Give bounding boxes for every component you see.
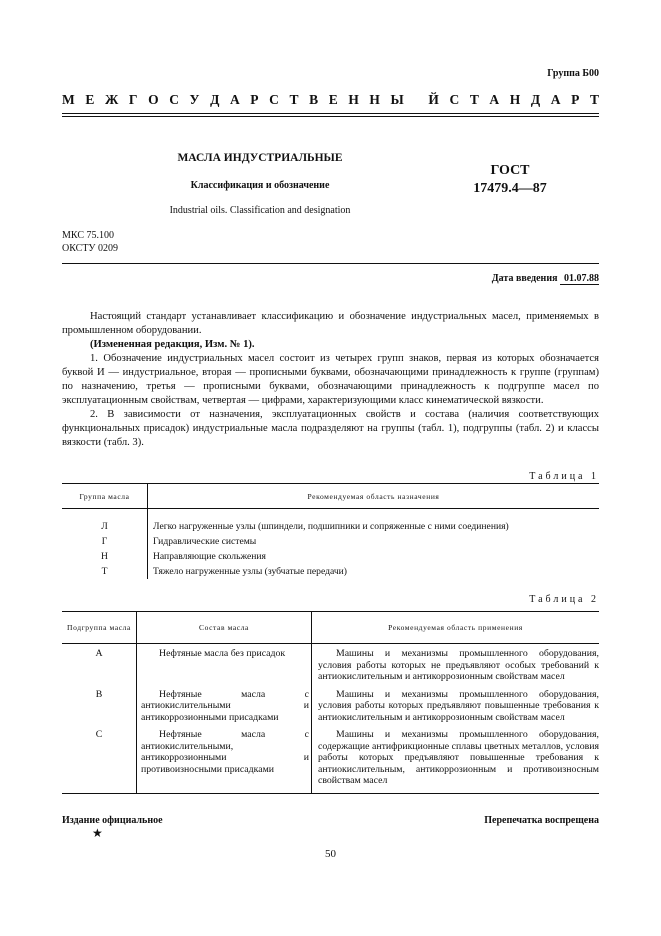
amendment-note: (Измененная редакция, Изм. № 1). bbox=[90, 339, 255, 350]
date-value: 01.07.88 bbox=[560, 273, 599, 285]
table1-caption: Таблица 1 bbox=[529, 471, 599, 482]
top-rule-second bbox=[62, 116, 599, 117]
table1-header-purpose: Рекомендуемая область назначения bbox=[148, 484, 600, 509]
introduction-date bbox=[492, 273, 599, 284]
subgroup-cell: В bbox=[62, 685, 137, 726]
table1-header-group: Группа масла bbox=[62, 484, 148, 509]
header-rule bbox=[62, 263, 599, 264]
table-row bbox=[62, 725, 599, 793]
group-cell: Н bbox=[62, 549, 148, 564]
table-oil-subgroups bbox=[62, 611, 599, 794]
body-text bbox=[62, 310, 599, 450]
purpose-cell: Легко нагруженные узлы (шпиндели, подшипники и сопряженные с ними соединения) bbox=[153, 521, 509, 532]
composition-cell: Нефтяные масла с антиокислительными и антикоррозионными присадками bbox=[137, 685, 312, 726]
gost-designation bbox=[470, 162, 550, 198]
official-edition: Издание официальное bbox=[62, 815, 163, 826]
table-row bbox=[62, 549, 599, 564]
paragraph-1: 1. Обозначение индустриальных масел состоит из четырех групп знаков, первая из которых обозначается буквой И — индустриальное, вторая — прописными буквами, обозначающими принадлежность к группе (группам) по назначению, третья — прописными буквами, обозначающими принадлежность к подгруппе масел по эксплуатационным свойствам, четвертая — цифрами, характеризующими класс кинематической вязкости. bbox=[62, 353, 599, 406]
english-title: Industrial oils. Classification and designation bbox=[169, 205, 351, 216]
paragraph-2: 2. В зависимости от назначения, эксплуатационных свойств и состава (наличия соответствующих функциональных присадок) индустриальные масла подразделяют на группы (табл. 1), подгруппы (табл. 2) и классы вязкости (табл. 3). bbox=[62, 409, 599, 448]
composition-cell: Нефтяные масла с антиокислительными, антикоррозионными и противоизносными присадками bbox=[137, 725, 312, 793]
gost-number: 17479.4—87 bbox=[473, 181, 547, 196]
purpose-cell: Тяжело нагруженные узлы (зубчатые передачи) bbox=[153, 566, 347, 577]
document-subtitle: Классификация и обозначение bbox=[190, 180, 330, 191]
table-row bbox=[62, 534, 599, 549]
gost-label: ГОСТ bbox=[490, 163, 530, 178]
document-title: МАСЛА ИНДУСТРИАЛЬНЫЕ bbox=[177, 152, 343, 164]
table-row bbox=[62, 564, 599, 579]
table-oil-groups bbox=[62, 483, 599, 579]
subgroup-cell: А bbox=[62, 644, 137, 685]
group-code: Группа Б00 bbox=[547, 68, 599, 79]
mks-code: МКС 75.100 bbox=[62, 230, 114, 241]
table2-caption: Таблица 2 bbox=[529, 594, 599, 605]
purpose-cell: Гидравлические системы bbox=[153, 536, 257, 547]
top-rule bbox=[62, 113, 599, 114]
reprint-prohibited: Перепечатка воспрещена bbox=[484, 815, 599, 826]
application-cell: Машины и механизмы промышленного оборудования, условия работы которых предъявляют повышенные требования к антиокислительным и антикоррозионным свойствам масел bbox=[318, 688, 599, 723]
paragraph-intro: Настоящий стандарт устанавливает классификацию и обозначение индустриальных масел, применяемых в промышленном оборудовании. bbox=[62, 311, 599, 336]
date-label: Дата введения bbox=[491, 273, 558, 284]
table2-header-application: Рекомендуемая область применения bbox=[312, 612, 600, 644]
application-cell: Машины и механизмы промышленного оборудования, содержащие антифрикционные сплавы цветных металлов, условия работы которых предъявляют повышенные требования к антиокислительным, антикоррозионным и противоизносным свойствам масел bbox=[312, 725, 600, 793]
subgroup-cell: С bbox=[62, 725, 137, 793]
application-cell: Машины и механизмы промышленного оборудования, условия работы которых не предъявляют особых требований к антиокислительным и антикоррозионным свойствам масел bbox=[318, 648, 599, 682]
table-row bbox=[62, 644, 599, 685]
classification-codes bbox=[62, 229, 118, 255]
purpose-cell: Направляющие скольжения bbox=[153, 551, 266, 562]
star-icon: ★ bbox=[92, 826, 103, 840]
standard-banner: М Е Ж Г О С У Д А Р С Т В Е Н Н Ы Й С Т А Н Д А Р Т bbox=[62, 92, 599, 107]
group-cell: Л bbox=[62, 509, 148, 535]
table-row bbox=[62, 509, 599, 535]
group-cell: Т bbox=[62, 564, 148, 579]
table-row bbox=[62, 685, 599, 726]
table2-header-subgroup: Подгруппа масла bbox=[62, 612, 137, 644]
group-cell: Г bbox=[62, 534, 148, 549]
page-number: 50 bbox=[325, 848, 336, 860]
composition-cell: Нефтяные масла без присадок bbox=[137, 644, 312, 685]
okstu-code: ОКСТУ 0209 bbox=[62, 243, 119, 254]
table2-header-composition: Состав масла bbox=[137, 612, 312, 644]
